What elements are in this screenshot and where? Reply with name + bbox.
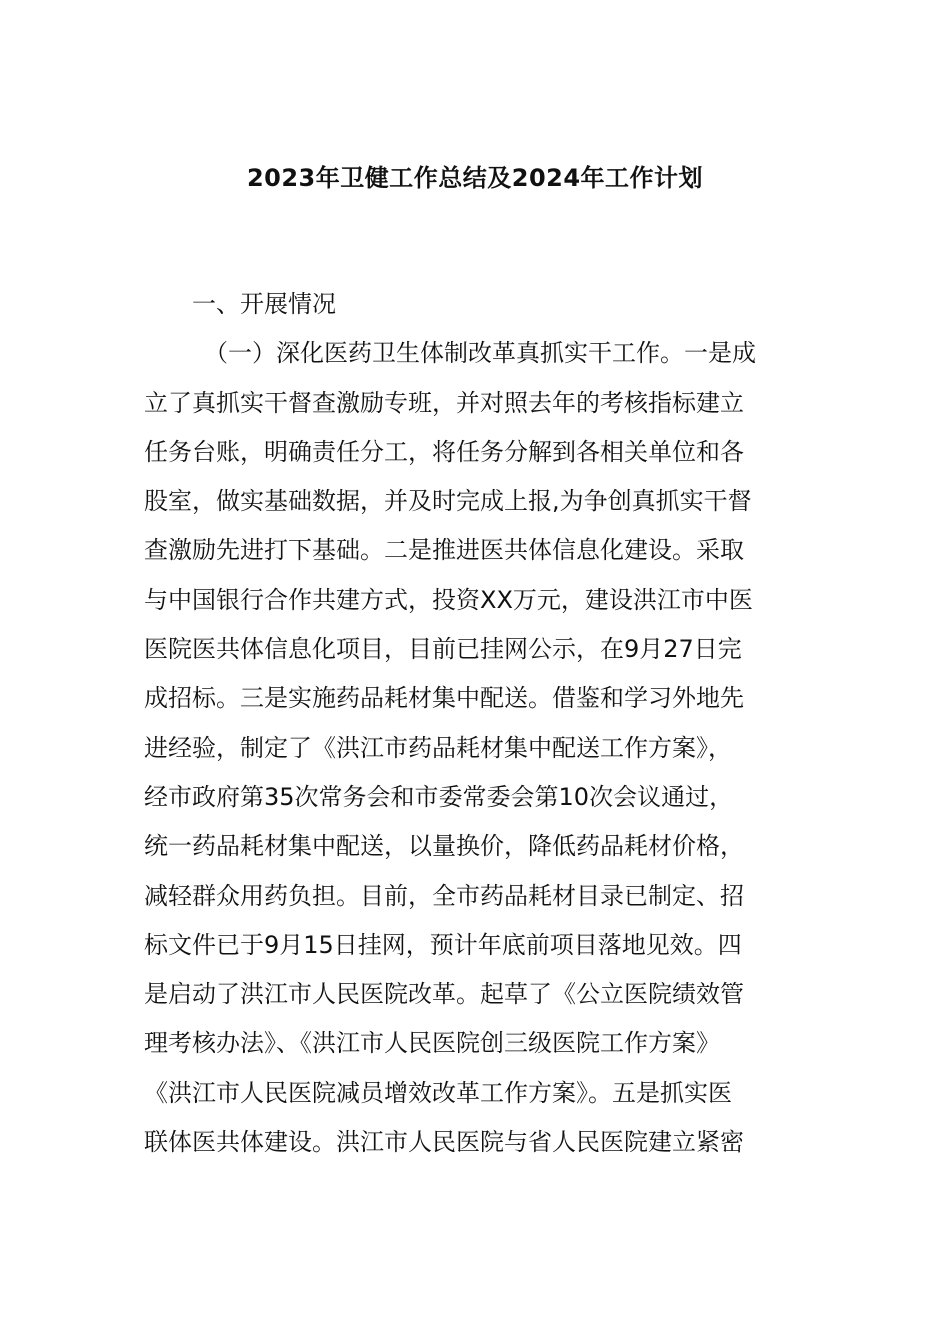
paragraph-line: 是启动了洪江市人民医院改革。起草了《公立医院绩效管 (144, 980, 744, 1009)
paragraph-line: 理考核办法》、《洪江市人民医院创三级医院工作方案》 (144, 1029, 720, 1058)
section-heading: 一、开展情况 (192, 290, 336, 318)
paragraph-line: 进经验，制定了《洪江市药品耗材集中配送工作方案》， (144, 733, 732, 762)
paragraph-line: 查激励先进打下基础。二是推进医共体信息化建设。采取 (144, 536, 744, 565)
paragraph-line: 经市政府第35次常务会和市委常委会第10次会议通过， (144, 782, 734, 811)
paragraph-line: 与中国银行合作共建方式，投资XX万元，建设洪江市中医 (144, 585, 753, 614)
paragraph-line: （一）深化医药卫生体制改革真抓实干工作。一是成 (204, 339, 756, 368)
paragraph (144, 329, 806, 1167)
paragraph-line: 医院医共体信息化项目，目前已挂网公示，在9月27日完 (144, 635, 742, 664)
paragraph-line: 统一药品耗材集中配送，以量换价，降低药品耗材价格， (144, 832, 744, 861)
paragraph-line: 股室，做实基础数据，并及时完成上报,为争创真抓实干督 (144, 487, 752, 516)
paragraph-line: 减轻群众用药负担。目前，全市药品耗材目录已制定、招 (144, 881, 744, 910)
paragraph-line: 立了真抓实干督查激励专班，并对照去年的考核指标建立 (144, 388, 744, 417)
document-title: 2023年卫健工作总结及2024年工作计划 (246, 164, 704, 192)
paragraph-line: 联体医共体建设。洪江市人民医院与省人民医院建立紧密 (144, 1128, 744, 1157)
paragraph-line: 任务台账，明确责任分工，将任务分解到各相关单位和各 (144, 437, 744, 466)
paragraph-line: 《洪江市人民医院减员增效改革工作方案》。五是抓实医 (144, 1078, 732, 1107)
paragraph-line: 成招标。三是实施药品耗材集中配送。借鉴和学习外地先 (144, 684, 744, 713)
document-body (144, 280, 806, 1167)
paragraph-line: 标文件已于9月15日挂网，预计年底前项目落地见效。四 (144, 930, 742, 959)
